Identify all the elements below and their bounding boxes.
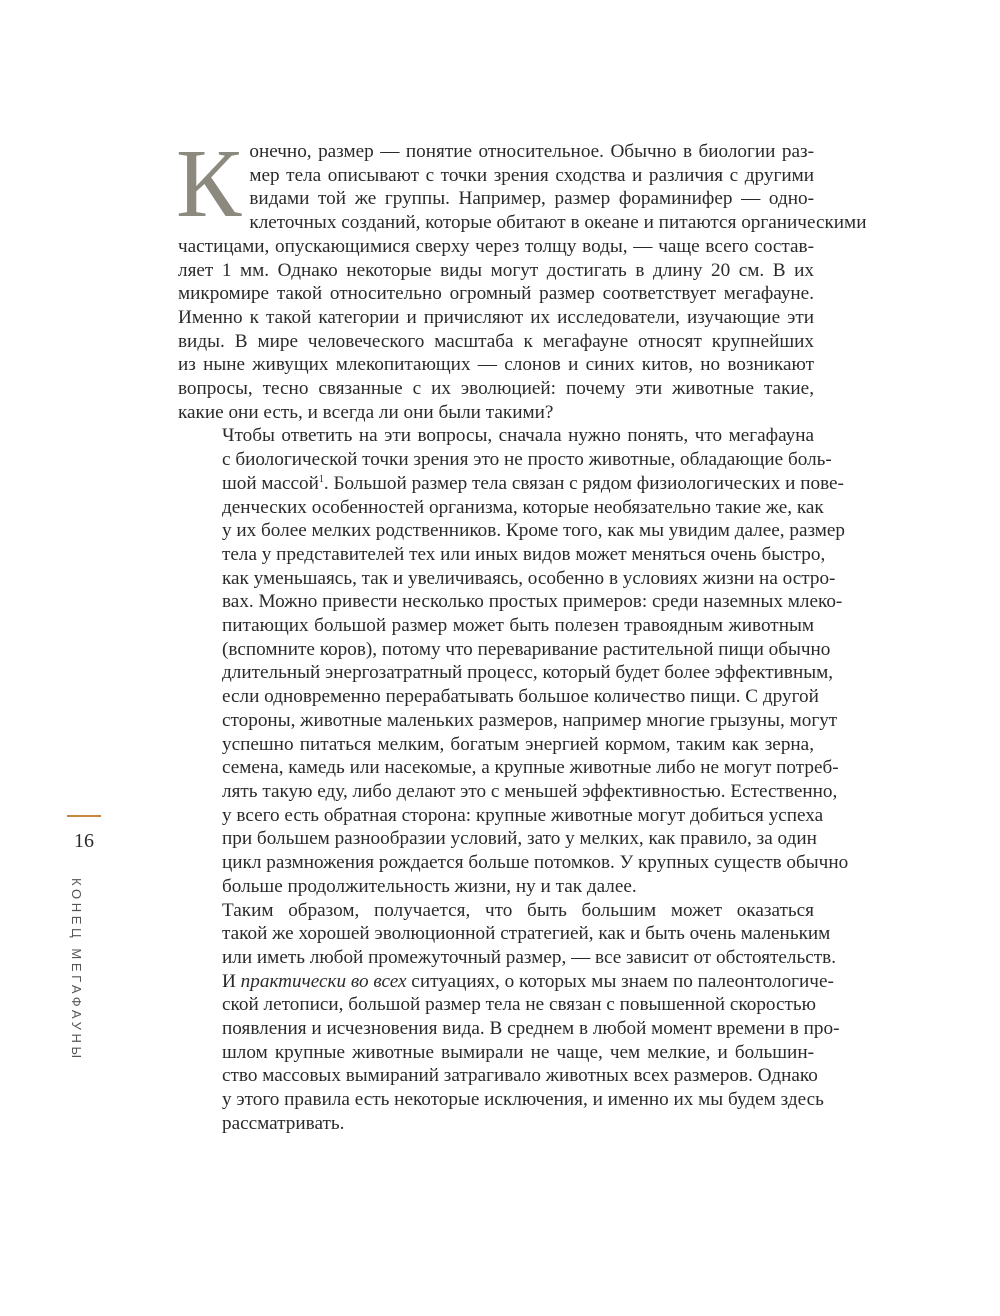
- text-line: (вспомните коров), потому что переваривание растительной пищи обычно: [222, 638, 831, 660]
- paragraph-2: [178, 424, 849, 898]
- text-line: [178, 472, 844, 496]
- text-line: цикл размножения рождается больше потомков. У крупных существ обычно: [222, 852, 849, 874]
- folio-rule: [67, 815, 101, 817]
- text-line: микромире такой относительно огромный размер соответствует мегафауне.: [178, 283, 814, 305]
- text-line: лять такую еду, либо делают это с меньшей эффективностью. Естественно,: [222, 780, 838, 802]
- text-line: Таким образом, получается, что быть большим может оказаться: [222, 899, 814, 921]
- text-line: или иметь любой промежуточный размер, — все зависит от обстоятельств.: [222, 946, 837, 968]
- text-line: питающих большой размер может быть полезен травоядным животным: [222, 615, 814, 637]
- drop-cap: К: [176, 130, 242, 238]
- text-line: клеточных созданий, которые обитают в океане и питаются органическими: [249, 212, 867, 234]
- text-line: виды. В мире человеческого масштаба к мегафауне относят крупнейших: [178, 330, 814, 352]
- text-line: у их более мелких родственников. Кроме того, как мы увидим далее, размер: [222, 520, 846, 542]
- text-line: с биологической точки зрения это не просто животные, обладающие боль-: [222, 449, 832, 471]
- text-line: видами той же группы. Например, размер фораминифер — одно-: [249, 188, 814, 210]
- text-line: ской летописи, большой размер тела не связан с повышенной скоростью: [222, 994, 816, 1016]
- text-line: успешно питаться мелким, богатым энергией кормом, таким как зерна,: [222, 733, 814, 755]
- paragraph-3: [178, 899, 840, 1136]
- text-segment: ситуациях, о которых мы знаем по палеонтологиче-: [406, 970, 834, 992]
- text-line: денческих особенностей организма, которые необязательно такие же, как: [222, 496, 824, 518]
- paragraph-1: [176, 130, 867, 424]
- text-line: появления и исчезновения вида. В среднем в любой момент времени в про-: [222, 1018, 840, 1040]
- text-line: Чтобы ответить на эти вопросы, сначала нужно понять, что мегафауна: [222, 425, 814, 447]
- text-line: рассматривать.: [222, 1112, 345, 1134]
- text-line: вопросы, тесно связанные с их эволюцией: почему эти животные такие,: [178, 378, 814, 400]
- text-line: у этого правила есть некоторые исключения, и именно их мы будем здесь: [222, 1089, 824, 1111]
- text-line: длительный энергозатратный процесс, который будет более эффективным,: [222, 662, 834, 684]
- text-line: шлом крупные животные вымирали не чаще, чем мелкие, и большин-: [222, 1041, 814, 1063]
- text-line: мер тела описывают с точки зрения сходства и различия с другими: [249, 164, 814, 186]
- text-segment: шой массой: [222, 472, 319, 494]
- text-line: Именно к такой категории и причисляют их исследователи, изучающие эти: [178, 306, 814, 328]
- page-number: 16: [74, 830, 94, 852]
- text-line: ство массовых вымираний затрагивало животных всех размеров. Однако: [222, 1065, 818, 1087]
- text-line: вах. Можно привести несколько простых примеров: среди наземных млеко-: [222, 591, 843, 613]
- text-line: онечно, размер — понятие относительное. Обычно в биологии раз-: [249, 141, 814, 162]
- text-line: у всего есть обратная сторона: крупные животные могут добиться успеха: [222, 804, 824, 826]
- running-title: КОНЕЦ МЕГАФАУНЫ: [69, 878, 84, 1062]
- text-line: если одновременно перерабатывать большое количество пищи. С другой: [222, 686, 819, 708]
- text-line: стороны, животные маленьких размеров, например многие грызуны, могут: [222, 709, 838, 731]
- text-line: ляет 1 мм. Однако некоторые виды могут достигать в длину 20 см. В их: [178, 259, 814, 281]
- text-line: тела у представителей тех или иных видов может меняться очень быстро,: [222, 543, 826, 565]
- text-line: из ныне живущих млекопитающих — слонов и синих китов, но возникают: [178, 354, 814, 376]
- text-line: какие они есть, и всегда ли они были такими?: [178, 401, 554, 423]
- text-line: больше продолжительность жизни, ну и так далее.: [222, 875, 637, 897]
- footnote-ref[interactable]: 1: [318, 473, 324, 485]
- text-segment: И: [222, 970, 241, 992]
- text-line: такой же хорошей эволюционной стратегией, как и быть очень маленьким: [222, 923, 831, 945]
- page-body: [176, 130, 867, 1136]
- text-line: при большем разнообразии условий, зато у мелких, как правило, за один: [222, 828, 817, 850]
- text-line: как уменьшаясь, так и увеличиваясь, особенно в условиях жизни на остро-: [222, 567, 836, 589]
- text-line: семена, камедь или насекомые, а крупные животные либо не могут потреб-: [222, 757, 839, 779]
- emphasis: практически во всех: [240, 970, 407, 992]
- text-segment: . Большой размер тела связан с рядом физиологических и пове-: [323, 472, 844, 494]
- text-line: частицами, опускающимися сверху через толщу воды, — чаще всего состав-: [178, 235, 814, 257]
- text-line: [178, 970, 834, 994]
